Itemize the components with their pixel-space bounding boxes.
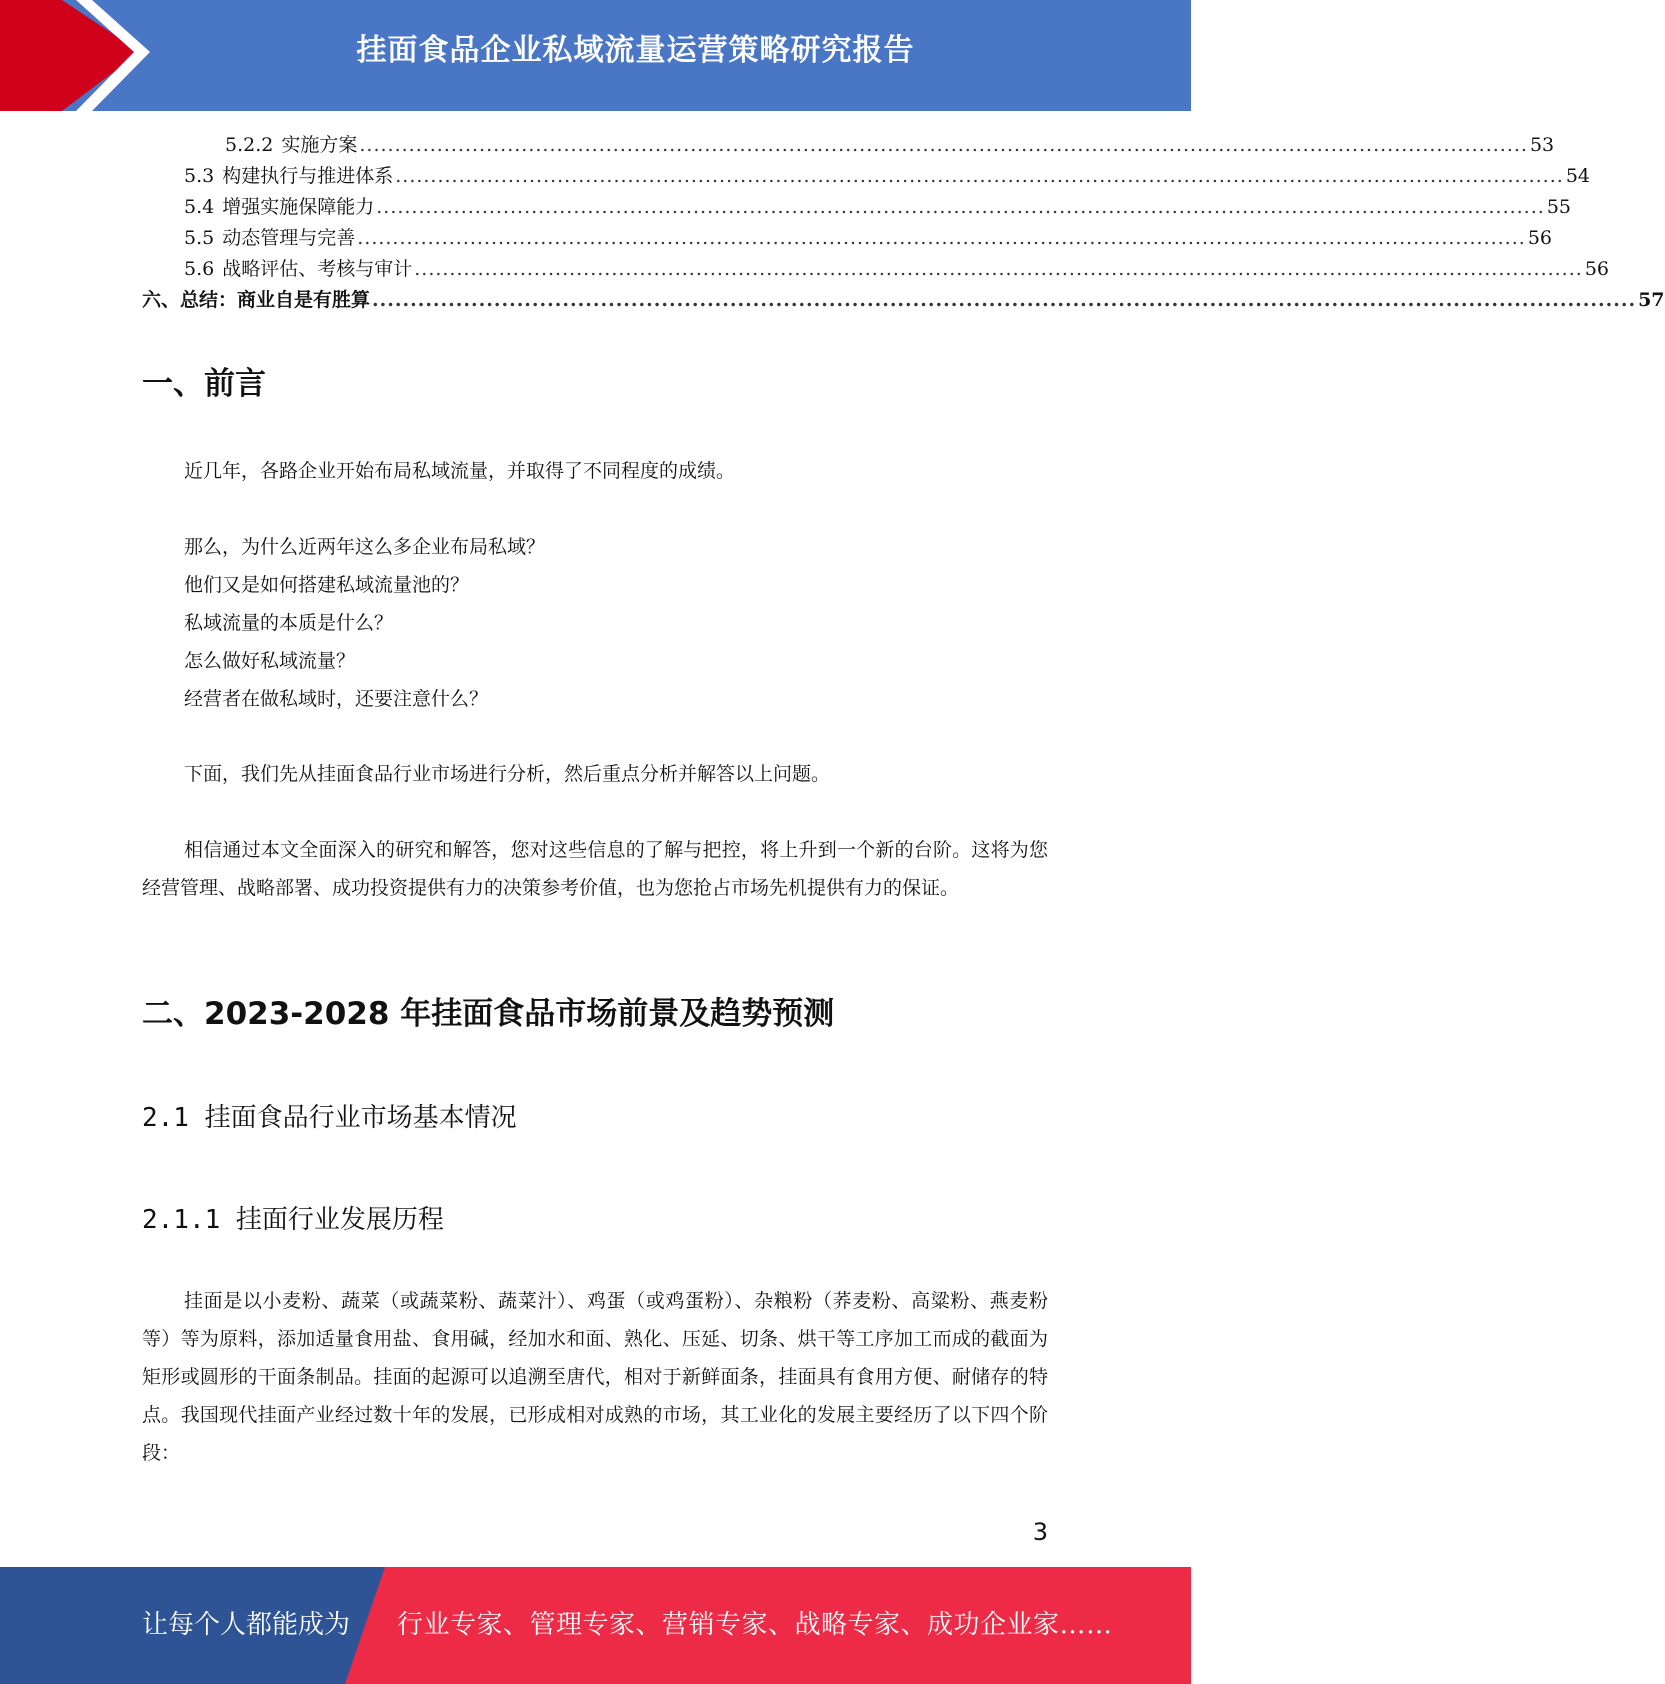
preface-question-list — [142, 528, 1048, 718]
question-line: 那么，为什么近两年这么多企业布局私域？ — [184, 536, 546, 558]
toc-entry-page: 55 — [1546, 196, 1571, 218]
page-content — [142, 130, 1665, 1464]
toc-entry[interactable] — [142, 223, 1552, 254]
toc-entry-number: 5.4 — [184, 196, 215, 218]
toc-entry[interactable] — [142, 130, 1555, 161]
toc-entry[interactable] — [142, 254, 1609, 285]
report-title: 挂面食品企业私域流量运营策略研究报告 — [356, 33, 915, 68]
toc-entry[interactable] — [142, 285, 1665, 316]
toc-entry-text: 增强实施保障能力 — [222, 196, 375, 218]
section-heading-preface: 一、前言 — [142, 366, 266, 402]
footer-slogan-right: 行业专家、管理专家、营销专家、战略专家、成功企业家…… — [397, 1610, 1113, 1640]
footer-banner — [0, 1567, 1191, 1684]
question-line: 怎么做好私域流量？ — [184, 650, 356, 672]
toc-entry-text: 动态管理与完善 — [222, 227, 356, 249]
toc-leader-dots: ...................................................................................................................................................................... — [376, 196, 1545, 218]
section-heading-market-outlook: 二、2023-2028 年挂面食品市场前景及趋势预测 — [142, 996, 835, 1032]
toc-entry-text: 战略评估、考核与审计 — [222, 258, 413, 280]
toc-entry-number: 5.2.2 — [225, 134, 274, 156]
toc-entry-text: 六、总结：商业自是有胜算 — [142, 289, 371, 311]
page-number: 3 — [1032, 1518, 1048, 1546]
toc-entry[interactable] — [142, 192, 1571, 223]
toc-entry-number: 5.3 — [184, 165, 215, 187]
footer-slogan-left: 让每个人都能成为 — [142, 1610, 351, 1640]
body-paragraph: 挂面是以小麦粉、蔬菜（或蔬菜粉、蔬菜汁）、鸡蛋（或鸡蛋粉）、杂粮粉（荞麦粉、高粱粉、燕麦粉等）等为原料，添加适量食用盐、食用碱，经加水和面、熟化、压延、切条、烘干等工序加工而成的截面为矩形或圆形的干面条制品。挂面的起源可以追溯至唐代，相对于新鲜面条，挂面具有食用方便、耐储存的特点。我国现代挂面产业经过数十年的发展，已形成相对成熟的市场，其工业化的发展主要经历了以下四个阶段： — [142, 1290, 1048, 1464]
preface-paragraph: 相信通过本文全面深入的研究和解答，您对这些信息的了解与把控，将上升到一个新的台阶。这将为您经营管理、战略部署、成功投资提供有力的决策参考价值，也为您抢占市场先机提供有力的保证。 — [142, 839, 1048, 899]
toc-entry-page: 57 — [1638, 289, 1665, 311]
toc-entry-page: 56 — [1584, 258, 1609, 280]
subsection-heading-2-1-1: 2.1.1 挂面行业发展历程 — [142, 1205, 444, 1235]
preface-paragraph: 下面，我们先从挂面食品行业市场进行分析，然后重点分析并解答以上问题。 — [184, 763, 831, 785]
toc-leader-dots: ...................................................................................................................................................................... — [395, 165, 1564, 187]
toc-entry-number: 5.6 — [184, 258, 215, 280]
toc-entry-text: 构建执行与推进体系 — [222, 165, 394, 187]
header-banner — [0, 0, 1191, 111]
toc-entry-page: 56 — [1527, 227, 1552, 249]
header-arrow-decoration — [0, 0, 160, 111]
toc-entry-number: 5.5 — [184, 227, 215, 249]
question-line: 他们又是如何搭建私域流量池的？ — [184, 574, 470, 596]
toc-leader-dots: ...................................................................................................................................................................... — [359, 134, 1528, 156]
toc-entry[interactable] — [142, 161, 1590, 192]
preface-paragraph: 近几年，各路企业开始布局私域流量，并取得了不同程度的成绩。 — [184, 460, 736, 482]
subsection-heading-2-1: 2.1 挂面食品行业市场基本情况 — [142, 1103, 517, 1133]
toc-entry-page: 54 — [1565, 165, 1590, 187]
toc-leader-dots: ...................................................................................................................................................................... — [414, 258, 1583, 280]
toc-entry-page: 53 — [1529, 134, 1555, 156]
toc-entry-text: 实施方案 — [281, 134, 358, 156]
table-of-contents — [142, 130, 1665, 316]
toc-leader-dots: ...................................................................................................................................................................... — [372, 289, 1637, 311]
toc-leader-dots: ...................................................................................................................................................................... — [357, 227, 1526, 249]
question-line: 经营者在做私域时，还要注意什么？ — [184, 688, 489, 710]
question-line: 私域流量的本质是什么？ — [184, 612, 394, 634]
